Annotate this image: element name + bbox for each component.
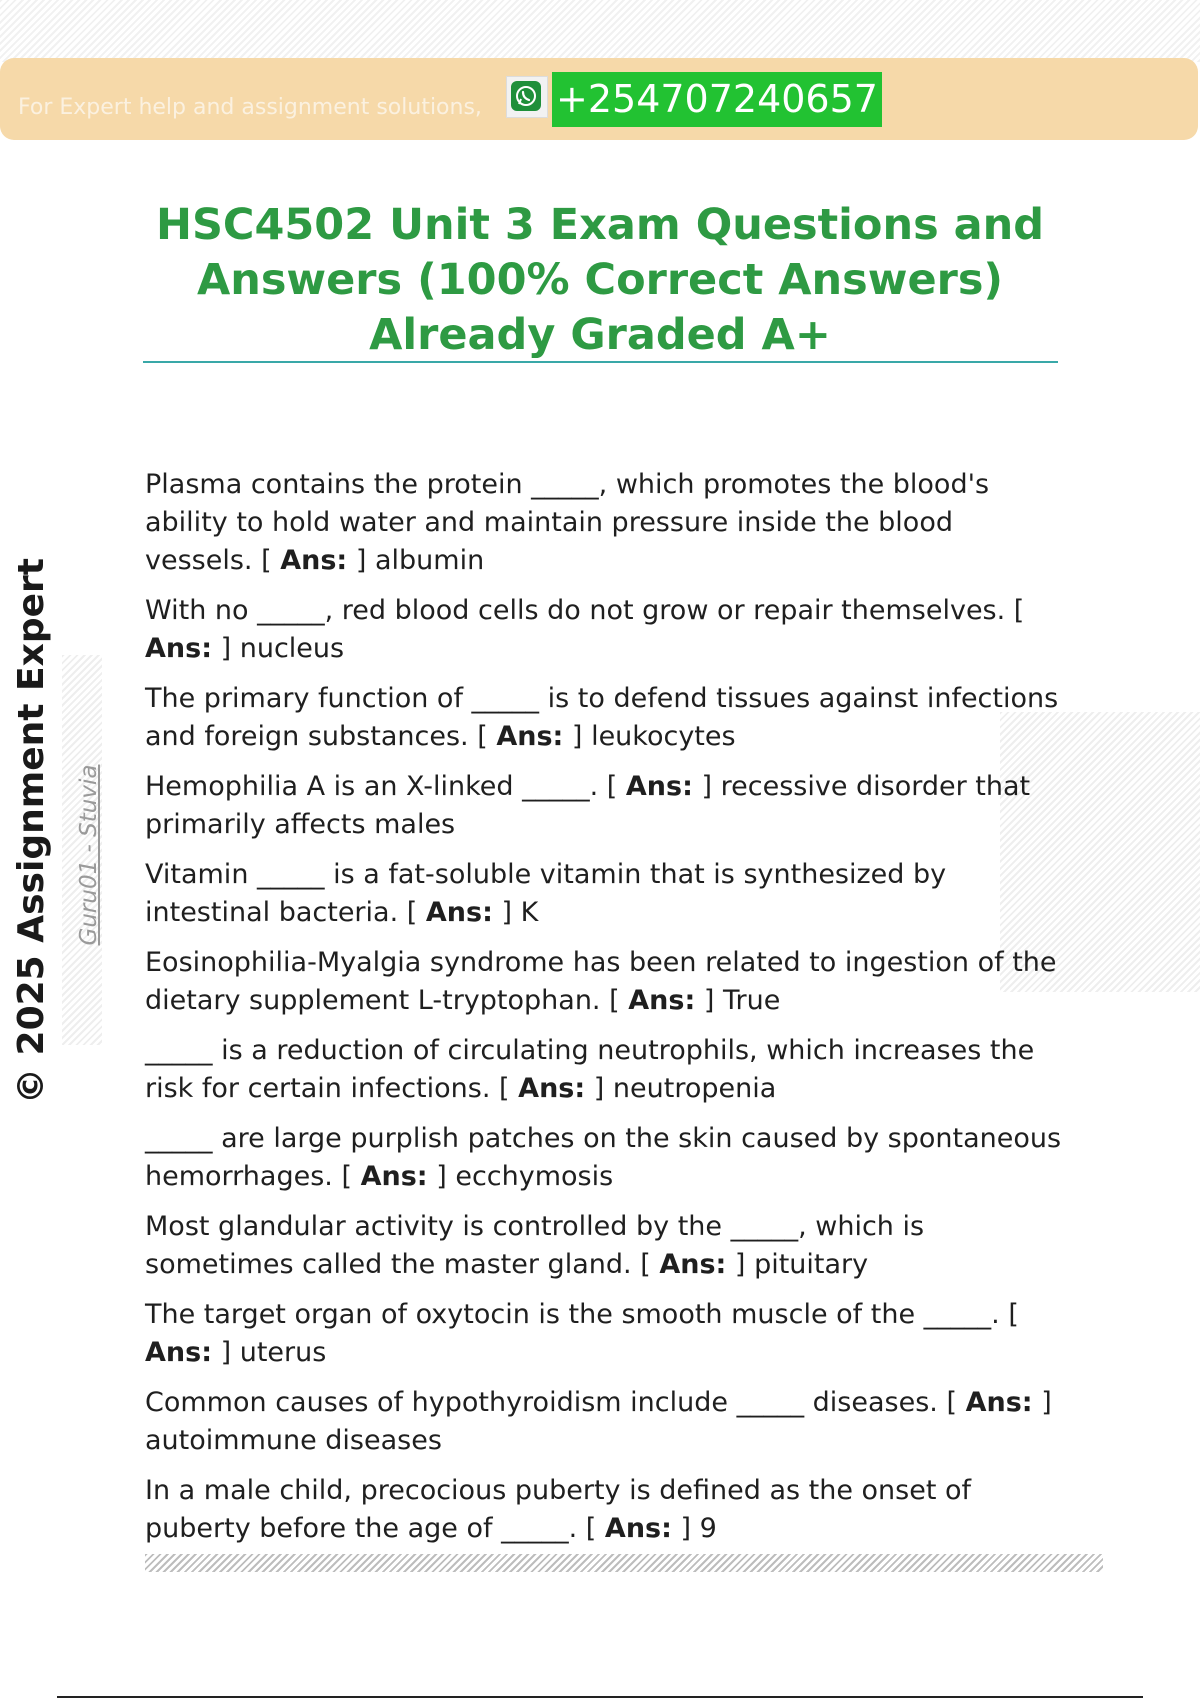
qa-item <box>145 1384 1065 1460</box>
answer-open-bracket: [ <box>1013 595 1025 626</box>
answer-label: Ans: <box>659 1249 727 1280</box>
answer-text: albumin <box>374 545 485 576</box>
qa-item <box>145 856 1065 932</box>
question-text: _____ are large purplish patches on the skin caused by spontaneous hemorrhages. <box>145 1123 1062 1192</box>
answer-text: leukocytes <box>591 721 736 752</box>
answer-close-bracket: ] <box>1041 1387 1052 1418</box>
answer-text: K <box>520 897 539 928</box>
answer-text: pituitary <box>754 1249 869 1280</box>
answer-close-bracket: ] <box>593 1073 605 1104</box>
answer-close-bracket: ] <box>355 545 367 576</box>
question-text: Hemophilia A is an X-linked _____. <box>145 771 599 802</box>
answer-close-bracket: ] <box>680 1513 692 1544</box>
qa-item <box>145 1296 1065 1372</box>
answer-label: Ans: <box>965 1387 1033 1418</box>
qa-item <box>145 1208 1065 1284</box>
answer-text: autoimmune diseases <box>145 1425 442 1456</box>
answer-open-bracket: [ <box>406 897 418 928</box>
answer-label: Ans: <box>628 985 696 1016</box>
page-title: HSC4502 Unit 3 Exam Questions and Answers (100% Correct Answers) Already Graded A+ <box>155 200 1045 360</box>
phone-number[interactable]: +254707240657 <box>552 72 882 127</box>
answer-open-bracket: [ <box>1008 1299 1019 1330</box>
answer-close-bracket: ] <box>701 771 713 802</box>
banner-text: For Expert help and assignment solutions, <box>18 95 482 120</box>
question-text: Eosinophilia-Myalgia syndrome has been related to ingestion of the dietary supplement L-tryptophan. <box>145 947 1057 1016</box>
qa-item <box>145 944 1065 1020</box>
answer-text: 9 <box>699 1513 717 1544</box>
answer-open-bracket: [ <box>477 721 488 752</box>
qa-item <box>145 1120 1065 1196</box>
answer-text: nucleus <box>239 633 345 664</box>
answer-label: Ans: <box>625 771 693 802</box>
question-text: The target organ of oxytocin is the smooth muscle of the _____. <box>145 1299 1000 1330</box>
answer-open-bracket: [ <box>609 985 620 1016</box>
answer-open-bracket: [ <box>640 1249 651 1280</box>
qa-item <box>145 466 1065 580</box>
answer-open-bracket: [ <box>261 545 272 576</box>
copyright-watermark: © 2025 Assignment Expert <box>11 558 52 1104</box>
answer-label: Ans: <box>496 721 564 752</box>
answer-close-bracket: ] <box>571 721 583 752</box>
answer-label: Ans: <box>604 1513 672 1544</box>
top-hatch-pattern <box>0 0 1200 62</box>
qa-item <box>145 592 1065 668</box>
answer-text: neutropenia <box>612 1073 777 1104</box>
answer-text: ecchymosis <box>455 1161 614 1192</box>
answer-open-bracket: [ <box>585 1513 597 1544</box>
answer-text: recessive disorder that primarily affects males <box>145 771 1031 840</box>
qa-item <box>145 1472 1065 1548</box>
answer-open-bracket: [ <box>606 771 618 802</box>
answer-label: Ans: <box>145 1337 212 1368</box>
question-text: With no _____, red blood cells do not grow or repair themselves. <box>145 595 1006 626</box>
answer-text: True <box>723 985 781 1016</box>
question-text: The primary function of _____ is to defend tissues against infections and foreign substances. <box>145 683 1059 752</box>
question-text: _____ is a reduction of circulating neutrophils, which increases the risk for certain infections. <box>145 1035 1035 1104</box>
qa-item <box>145 1032 1065 1108</box>
question-text: Vitamin _____ is a fat-soluble vitamin that is synthesized by intestinal bacteria. <box>145 859 947 928</box>
whatsapp-badge[interactable] <box>506 76 548 118</box>
whatsapp-icon <box>511 81 541 111</box>
bottom-hatch-pattern <box>145 1554 1103 1572</box>
answer-label: Ans: <box>145 633 212 664</box>
title-divider <box>143 361 1058 363</box>
qa-item <box>145 768 1065 844</box>
answer-label: Ans: <box>280 545 348 576</box>
answer-open-bracket: [ <box>946 1387 957 1418</box>
qa-item <box>145 680 1065 756</box>
answer-close-bracket: ] <box>501 897 513 928</box>
qa-list <box>145 466 1065 1560</box>
question-text: Plasma contains the protein _____, which promotes the blood's ability to hold water and maintain pressure inside the blood vessels. <box>145 469 990 576</box>
answer-open-bracket: [ <box>341 1161 352 1192</box>
stuvia-watermark: Guru01 - Stuvia <box>76 764 102 946</box>
answer-close-bracket: ] <box>734 1249 746 1280</box>
answer-text: uterus <box>239 1337 327 1368</box>
answer-close-bracket: ] <box>703 985 715 1016</box>
answer-label: Ans: <box>518 1073 586 1104</box>
question-text: Most glandular activity is controlled by the _____, which is sometimes called the master gland. <box>145 1211 925 1280</box>
answer-close-bracket: ] <box>436 1161 447 1192</box>
answer-label: Ans: <box>360 1161 428 1192</box>
answer-close-bracket: ] <box>220 1337 232 1368</box>
answer-open-bracket: [ <box>499 1073 510 1104</box>
answer-label: Ans: <box>425 897 493 928</box>
question-text: Common causes of hypothyroidism include _____ diseases. <box>145 1387 938 1418</box>
footer-divider <box>57 1696 1143 1698</box>
question-text: In a male child, precocious puberty is defined as the onset of puberty before the age of _____. <box>145 1475 972 1544</box>
answer-close-bracket: ] <box>220 633 232 664</box>
